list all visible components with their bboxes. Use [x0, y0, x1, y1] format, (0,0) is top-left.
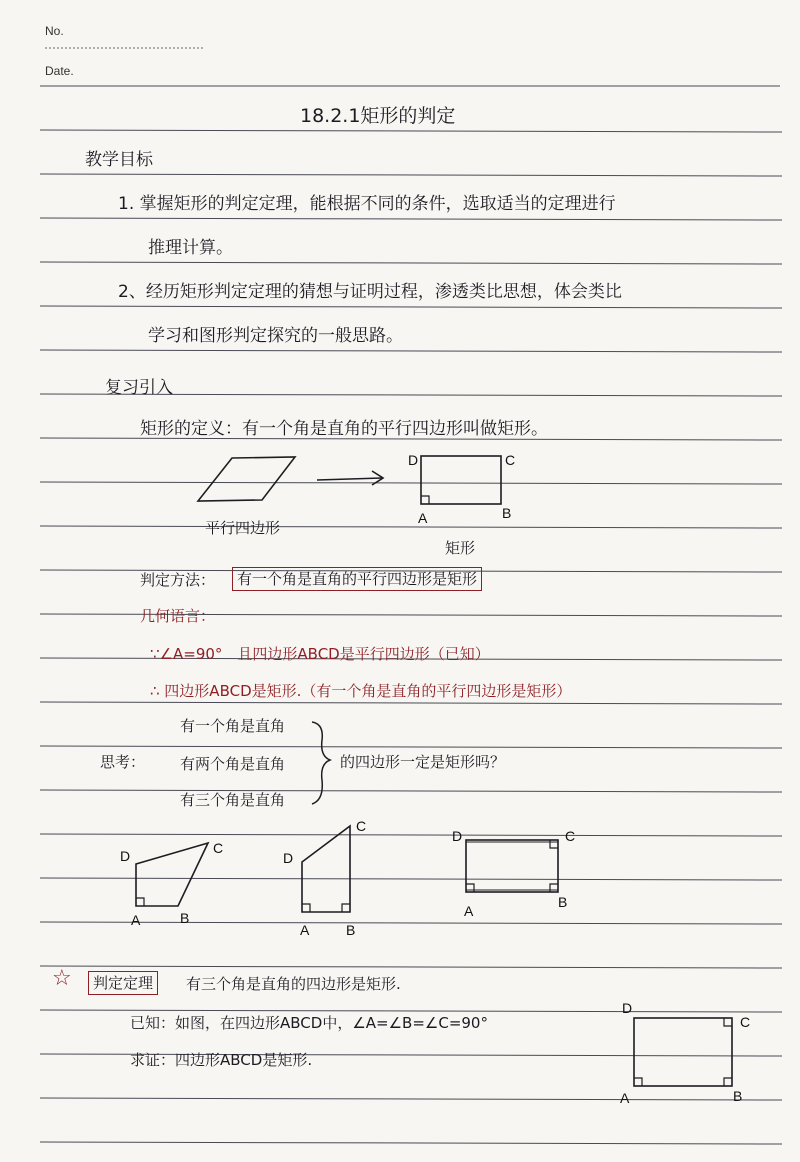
fig4-vertex-C: C	[740, 1014, 751, 1030]
star-icon: ☆	[52, 966, 72, 991]
review-vertex-D: D	[408, 452, 419, 468]
fig4-vertex-A: A	[620, 1090, 630, 1106]
fig1-vertex-C: C	[213, 840, 224, 856]
fig1-vertex-D: D	[120, 848, 131, 864]
fig3-vertex-D: D	[452, 828, 463, 844]
rectangle-caption: 矩形	[445, 539, 476, 557]
parallelogram-caption: 平行四边形	[205, 519, 281, 537]
fig2-vertex-B: B	[346, 922, 356, 938]
method-boxed-text: 有一个角是直角的平行四边形是矩形	[232, 567, 482, 591]
think-question: 的四边形一定是矩形吗？	[340, 753, 506, 771]
think-option-2: 有两个角是直角	[180, 755, 286, 773]
objective-2-line-1: 2、经历矩形判定定理的猜想与证明过程，渗透类比思想，体会类比	[118, 282, 622, 302]
fig4-vertex-B: B	[733, 1088, 743, 1104]
fig2-vertex-C: C	[356, 818, 367, 834]
objective-1-line-2: 推理计算。	[148, 238, 233, 258]
review-heading: 复习引入	[105, 378, 173, 398]
theorem-given: 已知：如图，在四边形ABCD中，∠A=∠B=∠C=90°	[130, 1014, 488, 1032]
think-option-3: 有三个角是直角	[180, 791, 286, 809]
method-label: 判定方法：	[140, 571, 216, 589]
geometry-conclusion: ∴ 四边形ABCD是矩形.（有一个角是直角的平行四边形是矩形）	[150, 682, 572, 700]
fig2-vertex-A: A	[300, 922, 310, 938]
fig3-vertex-C: C	[565, 828, 576, 844]
theorem-prove: 求证：四边形ABCD是矩形.	[130, 1051, 313, 1069]
review-vertex-B: B	[502, 505, 512, 521]
objectives-heading: 教学目标	[85, 150, 153, 170]
objective-1-line-1: 1. 掌握矩形的判定定理，能根据不同的条件，选取适当的定理进行	[118, 194, 616, 214]
fig4-vertex-D: D	[622, 1000, 633, 1016]
theorem-label: 判定定理	[88, 971, 158, 995]
no-label: No.	[45, 24, 64, 38]
think-label: 思考：	[100, 753, 146, 771]
fig1-vertex-A: A	[131, 912, 141, 928]
geometry-language-label: 几何语言：	[140, 607, 216, 625]
theorem-statement: 有三个角是直角的四边形是矩形.	[186, 975, 401, 993]
objective-2-line-2: 学习和图形判定探究的一般思路。	[148, 326, 403, 346]
review-vertex-C: C	[505, 452, 516, 468]
fig3-vertex-B: B	[558, 894, 568, 910]
review-vertex-A: A	[418, 510, 428, 526]
geometry-given: ∵∠A=90° 且四边形ABCD是平行四边形（已知）	[150, 645, 490, 663]
fig3-vertex-A: A	[464, 903, 474, 919]
think-option-1: 有一个角是直角	[180, 717, 286, 735]
fig1-vertex-B: B	[180, 910, 190, 926]
fig2-vertex-D: D	[283, 850, 294, 866]
page-title: 18.2.1矩形的判定	[300, 105, 456, 127]
rectangle-definition: 矩形的定义：有一个角是直角的平行四边形叫做矩形。	[140, 419, 548, 439]
date-label: Date.	[45, 64, 74, 78]
